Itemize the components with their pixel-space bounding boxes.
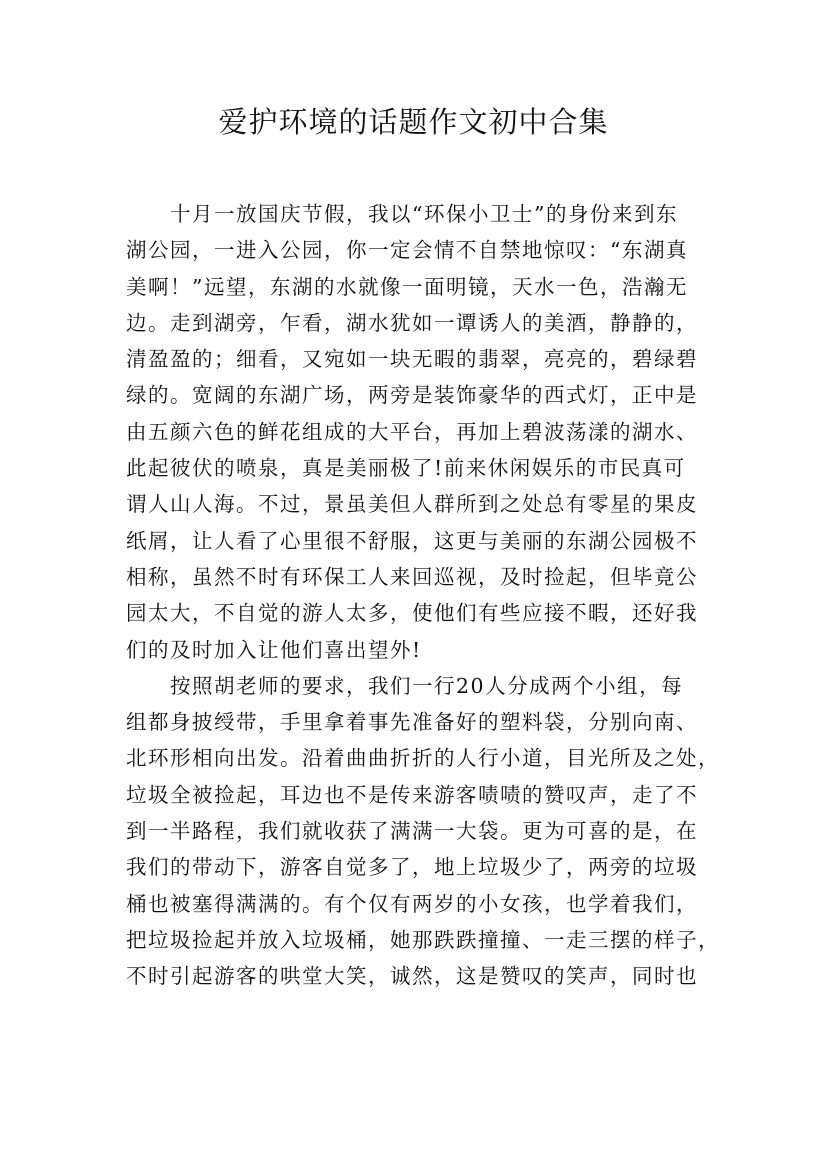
paragraph-1-line-1: 十月一放国庆节假，我以“环保小卫士”的身份来到东 — [170, 202, 678, 226]
paragraph-1-line-13: 们的及时加入让他们喜出望外! — [126, 637, 422, 662]
document-title: 爱护环境的话题作文初中合集 — [218, 105, 609, 139]
paragraph-2-line-3: 北环形相向出发。沿着曲曲折折的人行小道，目光所及之处， — [126, 746, 720, 771]
paragraph-2-line-2: 组都身披绶带，手里拿着事先准备好的塑料袋，分别向南、 — [126, 710, 698, 735]
paragraph-1-line-10: 纸屑，让人看了心里很不舒服，这更与美丽的东湖公园极不 — [126, 528, 698, 553]
document-body — [126, 196, 726, 995]
paragraph-2-line-7: 桶也被塞得满满的。有个仅有两岁的小女孩，也学着我们， — [126, 891, 698, 916]
paragraph-2-line-9: 不时引起游客的哄堂大笑，诚然，这是赞叹的笑声，同时也 — [126, 964, 698, 989]
paragraph-1-line-5: 清盈盈的；细看，又宛如一块无暇的翡翠，亮亮的，碧绿碧 — [126, 347, 698, 372]
paragraph-2-line-5: 到一半路程，我们就收获了满满一大袋。更为可喜的是，在 — [126, 819, 698, 844]
paragraph-2-line-8: 把垃圾捡起并放入垃圾桶，她那跌跌撞撞、一走三摆的样子， — [126, 927, 720, 952]
paragraph-1-line-4: 边。走到湖旁，乍看，湖水犹如一谭诱人的美酒，静静的， — [126, 310, 698, 335]
paragraph-1-line-2: 湖公园，一进入公园，你一定会情不自禁地惊叹：“东湖真 — [126, 238, 688, 263]
paragraph-1-line-8: 此起彼伏的喷泉，真是美丽极了!前来休闲娱乐的市民真可 — [126, 456, 686, 481]
paragraph-1-line-6: 绿的。宽阔的东湖广场，两旁是装饰豪华的西式灯，正中是 — [126, 383, 698, 408]
paragraph-1-line-3: 美啊！”远望，东湖的水就像一面明镜，天水一色，浩瀚无 — [126, 274, 688, 299]
paragraph-1-line-9: 谓人山人海。不过，景虽美但人群所到之处总有零星的果皮 — [126, 492, 698, 517]
paragraph-2-line-6: 我们的带动下，游客自觉多了，地上垃圾少了，两旁的垃圾 — [126, 855, 698, 880]
paragraph-2-line-4: 垃圾全被捡起，耳边也不是传来游客啧啧的赞叹声，走了不 — [126, 782, 698, 807]
paragraph-2-line-1: 按照胡老师的要求，我们一行20人分成两个小组，每 — [170, 673, 684, 698]
paragraph-1-line-7: 由五颜六色的鲜花组成的大平台，再加上碧波荡漾的湖水、 — [126, 419, 698, 444]
paragraph-1-line-12: 园太大，不自觉的游人太多，使他们有些应接不暇，还好我 — [126, 601, 698, 626]
paragraph-1-line-11: 相称，虽然不时有环保工人来回巡视，及时捡起，但毕竟公 — [126, 564, 698, 589]
